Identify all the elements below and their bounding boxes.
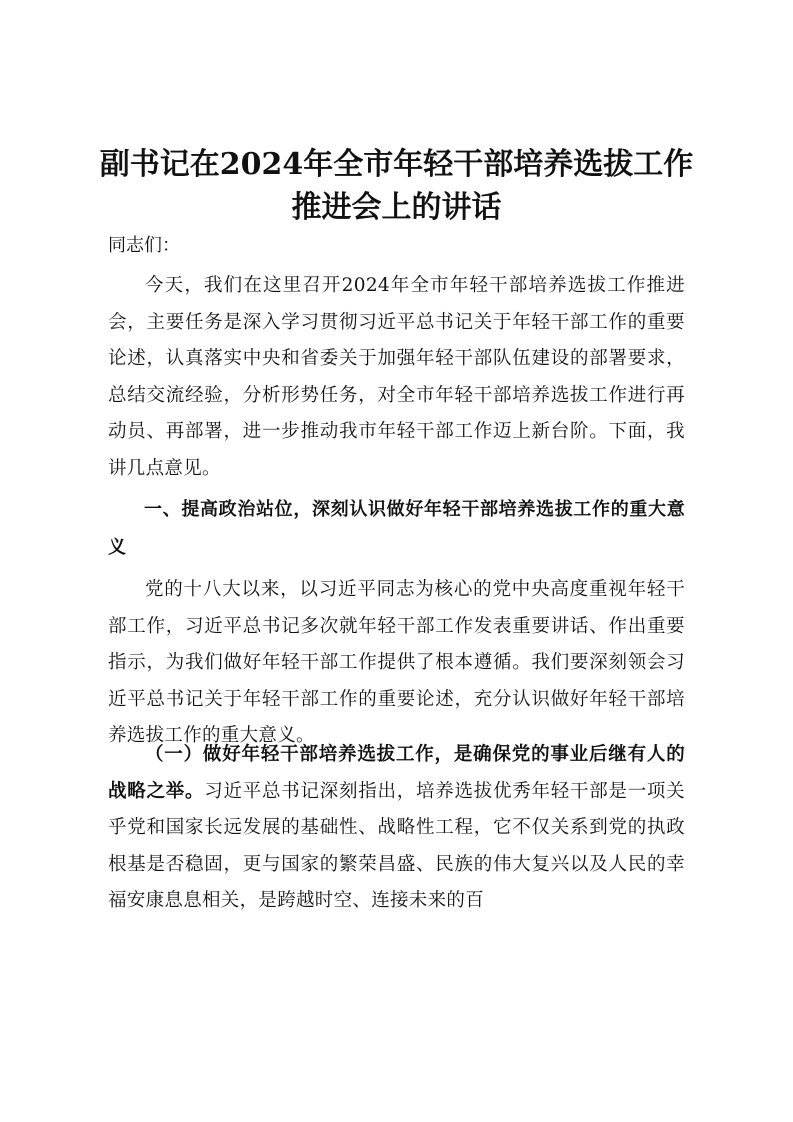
paragraph-significance: 党的十八大以来，以习近平同志为核心的党中央高度重视年轻干部工作，习近平总书记多次就年轻干部工作发表重要讲话、作出重要指示，为我们做好年轻干部工作提供了根本遵循。我们要深刻领会习近平总书记关于年轻干部工作的重要论述，充分认识做好年轻干部培养选拔工作的重大意义。 (108, 579, 685, 746)
document-title-line-1: 副书记在2024年全市年轻干部培养选拔工作 (99, 147, 694, 182)
paragraph-subsection-1 (108, 737, 685, 920)
document-title-line-2: 推进会上的讲话 (291, 190, 502, 225)
salutation: 同志们： (108, 235, 180, 256)
subsection-1-text: 习近平总书记深刻指出，培养选拔优秀年轻干部是一项关乎党和国家长远发展的基础性、战略性工程，它不仅关系到党的执政根基是否稳固，更与国家的繁荣昌盛、民族的伟大复兴以及人民的幸福安康息息相关，是跨越时空、连接未来的百 (108, 780, 685, 911)
paragraph-intro: 今天，我们在这里召开2024年全市年轻干部培养选拔工作推进会，主要任务是深入学习贯彻习近平总书记关于年轻干部工作的重要论述，认真落实中央和省委关于加强年轻干部队伍建设的部署要求，总结交流经验，分析形势任务，对全市年轻干部培养选拔工作进行再动员、再部署，进一步推动我市年轻干部工作迈上新台阶。下面，我讲几点意见。 (108, 275, 685, 479)
section-heading-1: 一、提高政治站位，深刻认识做好年轻干部培养选拔工作的重大意义 (108, 499, 685, 558)
subsection-1-heading: （一）做好年轻干部培养选拔工作，是确保党的事业后继有人的战略之举。 (108, 744, 685, 802)
